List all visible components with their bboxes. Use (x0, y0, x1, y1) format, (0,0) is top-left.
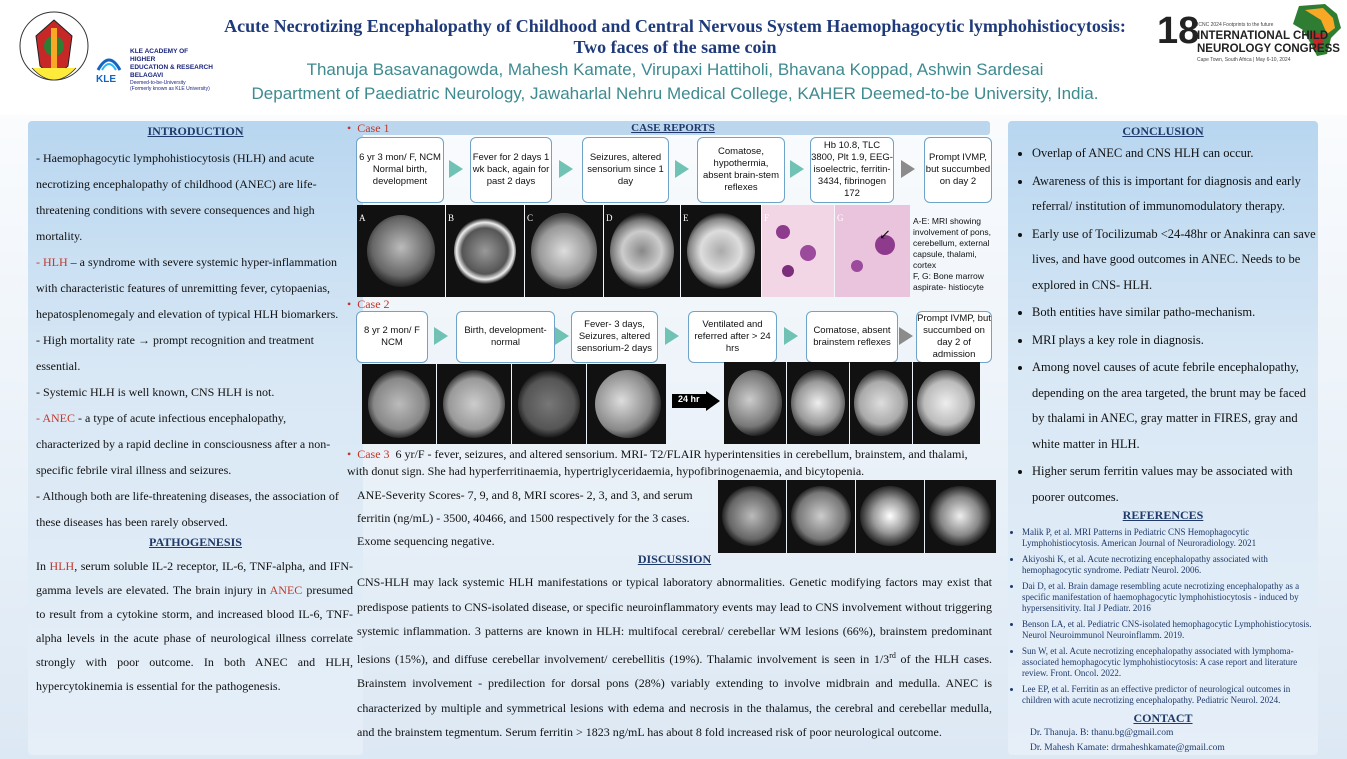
references-list (1008, 527, 1318, 706)
mri-image-d (604, 205, 680, 297)
image-letter-f: F (764, 213, 770, 223)
kle-line4: Deemed-to-be-University (130, 80, 186, 86)
patho-t3: presumed to result from a cytokine storm, and increased blood IL-6, TNF-alpha levels in the acute phase of neurological illness correlate strongly with poor outcome. In both ANEC and HLH, hypercytokinemia is essential for the pathogenesis. (36, 583, 353, 693)
contact-block (1008, 726, 1318, 756)
flow-arrow-icon (899, 327, 913, 345)
kle-line1: KLE ACADEMY OF HIGHER (130, 48, 189, 63)
case1-image-caption: A-E: MRI showing involvement of pons, cerebellum, external capsule, thalami, cortex F, G: Bone marrow aspirate- histiocyte (913, 216, 991, 292)
intro-p6: - Although both are life-threatening diseases, the association of these diseases has been rarely observed. (36, 489, 339, 529)
right-column (1008, 121, 1318, 755)
contact-thanuja: Dr. Thanuja. B: thanu.bg@gmail.com (1030, 728, 1174, 738)
image-letter-e: E (683, 213, 689, 223)
case2-step-6: Prompt IVMP, but succumbed on day 2 of admission (916, 311, 992, 363)
jnmc-logo (14, 6, 94, 98)
flow-arrow-icon (901, 160, 915, 178)
conclusion-item: • Higher serum ferritin values may be associated with poorer outcomes. (1032, 459, 1318, 510)
intro-p3: - High mortality rate → prompt recognition and treatment essential. (36, 333, 314, 373)
severity-scores-text: ANE-Severity Scores- 7, 9, and 8, MRI scores- 2, 3, and 3, and serum ferritin (ng/mL) - 3500, 40466, and 1500 respectively for the 3 cases. Exome sequencing negative. (357, 488, 693, 548)
kle-emblem-icon (94, 48, 124, 76)
image-letter-d: D (606, 213, 613, 223)
kle-line2: EDUCATION & RESEARCH (130, 64, 213, 71)
discussion-sup: rd (889, 650, 896, 660)
case2-step-3: Fever- 3 days, Seizures, altered sensorium-2 days (571, 311, 658, 363)
conclusion-item: • Awareness of this is important for diagnosis and early referral/ institution of immunomodulatory therapy. (1032, 169, 1318, 220)
case1-step-2: Fever for 2 days 1 wk back, again for past 2 days (470, 137, 552, 203)
flow-arrow-icon (449, 160, 463, 178)
poster-title-line1: Acute Necrotizing Encephalopathy of Childhood and Central Nervous System Haemophagocytic lymphohistiocytosis: (224, 16, 1126, 36)
mri-image-b (446, 205, 524, 297)
congress-line3: Cape Town, South Africa | May 6-10, 2024 (1197, 57, 1291, 63)
conclusion-heading: CONCLUSION (1122, 124, 1204, 138)
kle-line5: (Formerly known as KLE University) (130, 86, 210, 92)
congress-line1: INTERNATIONAL CHILD (1197, 30, 1329, 42)
flow-arrow-icon (675, 160, 689, 178)
case2-followup-1 (724, 362, 786, 444)
reference-item: • Benson LA, et al. Pediatric CNS-isolated hemophagocytic Lymphohistiocytosis. Neurol Neuroimmunol Neuroinflamm. 2019. (1022, 619, 1318, 641)
image-letter-a: A (359, 213, 366, 223)
case2-followup-4 (913, 362, 980, 444)
case3-text: 6 yr/F - fever, seizures, and altered sensorium. MRI- T2/FLAIR hyperintensities in cerebellum, brainstem, and thalami, with donut sign. She had hyperferritinaemia, hypertriglyceridaemia, hypofibrinogenaemia, and bicytopenia. (347, 447, 968, 478)
patho-t2: , serum soluble IL-2 receptor, IL-6, TNF-alpha, and IFN-gamma levels are elevated. The brain injury in (36, 559, 353, 597)
case3-images (718, 480, 996, 553)
reference-item: • Akiyoshi K, et al. Acute necrotizing encephalopathy associated with hemophagocytic syndrome. Pediatr Neurol. 2006. (1022, 554, 1318, 576)
case2-followup-images (724, 362, 980, 444)
flow-arrow-icon (559, 160, 573, 178)
intro-p2 (36, 249, 353, 327)
case2-step-1: 8 yr 2 mon/ F NCM (356, 311, 428, 363)
reference-item: • Sun W, et al. Acute necrotizing encephalopathy associated with lymphoma-associated hemophagocytic lymphohistiocytosis: A case report and literature review. Front. Oncol. 2022. (1022, 646, 1318, 679)
flow-arrow-icon (784, 327, 798, 345)
discussion-heading: DISCUSSION (637, 552, 712, 566)
intro-p4: - Systemic HLH is well known, CNS HLH is not. (36, 385, 275, 399)
case3-mri-3 (856, 480, 924, 553)
flow-arrow-icon (790, 160, 804, 178)
case1-label: • Case 1 (347, 121, 390, 135)
case2-step-5: Comatose, absent brainstem reflexes (806, 311, 898, 363)
contact-kamate: Dr. Mahesh Kamate: drmaheshkamate@gmail.com (1030, 743, 1225, 753)
case3-label-text: Case 3 (357, 447, 390, 461)
case2-mri-4 (587, 364, 666, 444)
case1-step-5: Hb 10.8, TLC 3800, Plt 1.9, EEG- isoelectric, ferritin- 3434, fibrinogen 172 (810, 137, 894, 203)
mri-image-e (681, 205, 761, 297)
flow-arrow-icon (555, 327, 569, 345)
interval-label: 24 hr (678, 394, 700, 404)
case3-label: • Case 3 (347, 447, 390, 461)
hlh-label: - HLH (36, 255, 68, 269)
contact-heading: CONTACT (1133, 711, 1193, 725)
anec-def: - a type of acute infectious encephalopathy, characterized by a rapid decline in consciousness after a non-specific febrile viral illness and seizures. (36, 411, 331, 477)
case3-mri-4 (925, 480, 996, 553)
conclusion-item: • Among novel causes of acute febrile encephalopathy, depending on the area targeted, the brunt may be faced by thalami in ANEC, gray matter in FIRES, gray and white matter in HLH. (1032, 355, 1318, 457)
poster-title-line2: Two faces of the same coin (573, 37, 777, 57)
reference-item: • Malik P, et al. MRI Patterns in Pediatric CNS Hemophagocytic Lymphohistiocytosis. American Journal of Neuroradiology. 2021 (1022, 527, 1318, 549)
case-reports-bar (356, 121, 990, 135)
case2-mri-1 (362, 364, 436, 444)
bone-marrow-image-g (835, 205, 910, 297)
conclusion-item: • Early use of Tocilizumab <24-48hr or Anakinra can save lives, and have good outcomes in ANEC. Needs to be explored in CNS- HLH. (1032, 222, 1318, 299)
patho-hlh: HLH (49, 559, 75, 573)
case2-mri-2 (437, 364, 511, 444)
mri-image-a (357, 205, 445, 297)
flow-arrow-icon (434, 327, 448, 345)
case1-step-6: Prompt IVMP, but succumbed on day 2 (924, 137, 992, 203)
intro-p5 (36, 405, 353, 483)
reference-item: • Dai D, et al. Brain damage resembling acute necrotizing encephalopathy as a specific manifestation of haemophagocytic lymphohistiocytosis - induced by hypersensitivity. Ital J Pediatr. 2016 (1022, 581, 1318, 614)
case2-step-4: Ventilated and referred after > 24 hrs (688, 311, 777, 363)
case1-image-strip (357, 205, 910, 297)
reference-item: • Lee EP, et al. Ferritin as an effective predictor of neurological outcomes in children with acute necrotizing encephalopathy. Pediatric Neurol. 2024. (1022, 684, 1318, 706)
image-letter-g: G (837, 213, 844, 223)
flow-arrow-icon (665, 327, 679, 345)
left-column (28, 121, 363, 755)
patho-anec: ANEC (269, 583, 303, 597)
anec-label: - ANEC (36, 411, 75, 425)
kle-mark: KLE (96, 74, 116, 85)
case2-initial-images (362, 364, 666, 444)
case1-step-3: Seizures, altered sensorium since 1 day (582, 137, 669, 203)
case2-mri-3 (512, 364, 586, 444)
conclusion-item: • Overlap of ANEC and CNS HLH can occur. (1032, 141, 1318, 167)
intro-p1: - Haemophagocytic lymphohistiocytosis (HLH) and acute necrotizing encephalopathy of childhood (ANEC) are life-threatening conditions with severe consequences and high mortality. (36, 151, 317, 243)
discussion-text-2: of the HLH cases. Brainstem involvement - predilection for dorsal pons (28%) variably extending to involve midbrain and medulla. ANEC is characterized by multiple and symmetrical lesions with edema and necrosis in the thalamus, the cerebral and cerebellar medulla, and the brainstem tegmentum. Serum ferritin > 1823 ng/mL has about 8 fold increased risk of poor neurological outcome. (357, 651, 992, 739)
conclusion-item: • Both entities have similar patho-mechanism. (1032, 300, 1318, 326)
introduction-heading: INTRODUCTION (147, 124, 244, 138)
mri-image-c (525, 205, 603, 297)
case3-mri-1 (718, 480, 786, 553)
case2-followup-3 (850, 362, 912, 444)
discussion-text-1: CNS-HLH may lack systemic HLH manifestations or typical laboratory abnormalities. Genetic modifying factors may exist that predispose patients to CNS-isolated disease, or specific neuroinflammatory events may lead to CNS involvement without triggering systemic inflammation. 3 patterns are known in HLH: multifocal cerebral/ cerebellar WM lesions (66%), brainstem predominant lesions (15%), and diffuse cerebellar involvement/ cerebellitis (19%). Thalamic involvement is seen in 1/3 (357, 575, 992, 666)
department: Department of Paediatric Neurology, Jawaharlal Nehru Medical College, KAHER Deemed-to-be University, India. (251, 84, 1099, 103)
patho-t1: In (36, 559, 50, 573)
conclusion-list (1008, 141, 1318, 510)
case3-block (347, 446, 987, 480)
image-letter-b: B (448, 213, 455, 223)
discussion-body (357, 570, 992, 745)
kle-line3: BELAGAVI (130, 72, 164, 79)
introduction-body (28, 139, 363, 535)
congress-logo (1155, 0, 1345, 72)
case3-mri-2 (787, 480, 855, 553)
conclusion-item: • MRI plays a key role in diagnosis. (1032, 328, 1318, 354)
case1-step-1: 6 yr 3 mon/ F, NCM Normal birth, development (356, 137, 444, 203)
interval-arrow (672, 391, 720, 411)
congress-number: 18 (1157, 10, 1200, 52)
pathogenesis-body (28, 550, 363, 698)
hlh-def: – a syndrome with severe systemic hyper-inflammation with characteristic features of unremitting fever, cytopaenias, hepatosplenomegaly and elevation of typical HLH biomarkers. (36, 255, 339, 321)
arrow-pointer-icon: ↙ (879, 228, 891, 243)
bone-marrow-image-f (762, 205, 834, 297)
congress-line2: NEUROLOGY CONGRESS (1197, 43, 1340, 55)
case-reports-heading: CASE REPORTS (631, 122, 715, 134)
case2-followup-2 (787, 362, 849, 444)
case2-label-text: Case 2 (357, 297, 390, 311)
congress-tag: ICNC 2024 Footprints to the future (1197, 22, 1274, 28)
case1-label-text: Case 1 (357, 121, 390, 135)
references-heading: REFERENCES (1122, 508, 1204, 522)
case2-step-2: Birth, development- normal (456, 311, 555, 363)
case2-label: • Case 2 (347, 297, 390, 311)
image-letter-c: C (527, 213, 534, 223)
pathogenesis-heading: PATHOGENESIS (149, 535, 242, 549)
author-list: Thanuja Basavanagowda, Mahesh Kamate, Virupaxi Hattiholi, Bhavana Koppad, Ashwin Sardesai (306, 60, 1044, 79)
case1-step-4: Comatose, hypothermia, absent brain-stem reflexes (697, 137, 785, 203)
